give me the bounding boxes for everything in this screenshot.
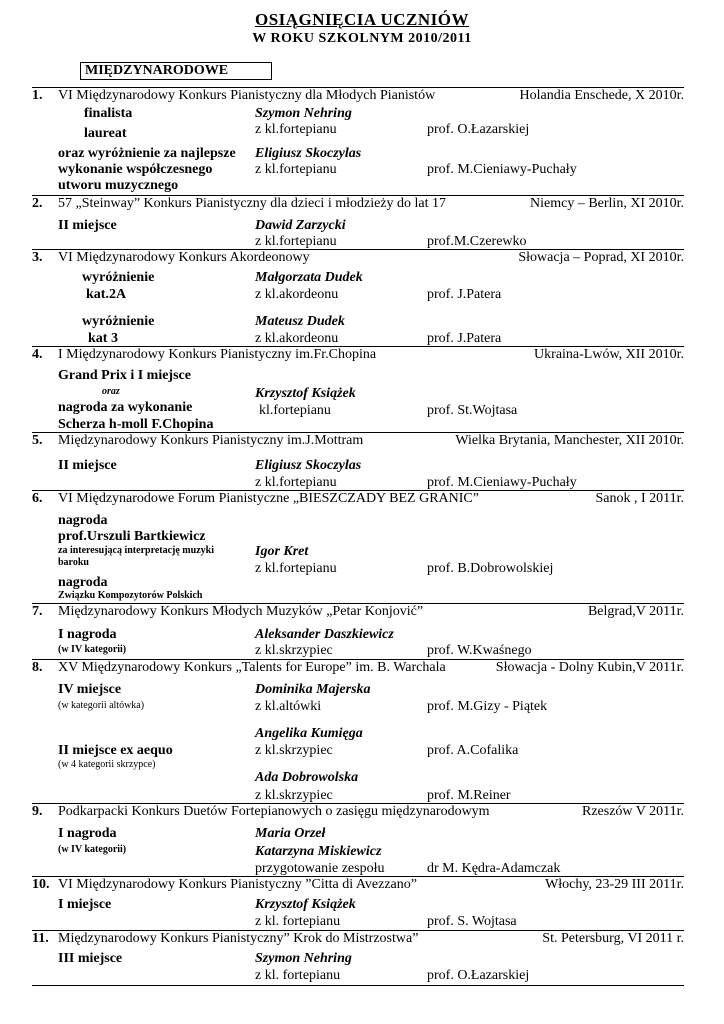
award-text: za interesującą interpretację muzyki (58, 545, 214, 556)
class-text: kl.fortepianu (259, 403, 331, 418)
competition-location: Sanok , I 2011r. (595, 491, 684, 506)
award-text: prof.Urszuli Bartkiewicz (58, 529, 206, 544)
student-name: Eligiusz Skoczylas (255, 458, 362, 473)
teacher-name: prof.M.Czerewko (427, 234, 527, 249)
award-text: kat 3 (88, 331, 118, 346)
competition-location: Niemcy – Berlin, XI 2010r. (530, 196, 684, 211)
competition-location: Holandia Enschede, X 2010r. (519, 88, 684, 103)
class-text: z kl.fortepianu (255, 234, 337, 249)
entry-number: 2. (32, 196, 43, 211)
competition-title: XV Międzynarodowy Konkurs „Talents for Europe” im. B. Warchala (58, 660, 446, 675)
award-text: nagroda za wykonanie (58, 400, 193, 415)
entry-number: 6. (32, 491, 43, 506)
class-text: z kl.fortepianu (255, 162, 337, 177)
entry-number: 5. (32, 433, 43, 448)
teacher-name: prof. St.Wojtasa (427, 403, 518, 418)
student-name: Dawid Zarzycki (255, 218, 346, 233)
award-text: utworu muzycznego (58, 178, 179, 193)
competition-title: VI Międzynarodowe Forum Pianistyczne „BIESZCZADY BEZ GRANIC” (58, 491, 479, 506)
competition-title: VI Międzynarodowy Konkurs Akordeonowy (58, 250, 310, 265)
award-text: II miejsce (58, 218, 117, 233)
entry-number: 10. (32, 877, 50, 892)
award-text: II miejsce ex aequo (58, 743, 173, 758)
student-name: Krzysztof Książek (255, 386, 356, 401)
teacher-name: prof. S. Wojtasa (427, 914, 517, 929)
competition-location: Belgrad,V 2011r. (587, 604, 684, 619)
student-name: Igor Kret (255, 544, 309, 559)
student-name: Małgorzata Dudek (255, 270, 363, 285)
entry-number: 3. (32, 250, 43, 265)
entry-number: 9. (32, 804, 43, 819)
page-title: OSIĄGNIĘCIA UCZNIÓW (254, 10, 469, 29)
award-text: I nagroda (58, 627, 117, 642)
student-name: Krzysztof Książek (255, 897, 356, 912)
class-text: z kl. fortepianu (255, 968, 341, 983)
entry-number: 11. (32, 931, 49, 946)
competition-location: Rzeszów V 2011r. (581, 804, 684, 819)
award-text: nagroda (58, 575, 108, 590)
entry-number: 7. (32, 604, 43, 619)
teacher-name: prof. A.Cofalika (427, 743, 519, 758)
teacher-name: prof. O.Łazarskiej (427, 968, 530, 983)
teacher-name: prof. M.Cieniawy-Puchały (427, 475, 577, 490)
competition-title: Międzynarodowy Konkurs Młodych Muzyków „Petar Konjović” (58, 604, 424, 619)
teacher-name: prof. M.Cieniawy-Puchały (427, 162, 577, 177)
student-name: Eligiusz Skoczylas (255, 146, 362, 161)
teacher-name: prof. J.Patera (427, 287, 502, 302)
competition-title: I Międzynarodowy Konkurs Pianistyczny im.Fr.Chopina (58, 347, 377, 362)
award-text: IV miejsce (58, 682, 122, 697)
entry-number: 8. (32, 660, 43, 675)
entry-divider (32, 985, 684, 986)
award-text: finalista (84, 106, 133, 121)
entry-number: 4. (32, 347, 43, 362)
competition-title: Międzynarodowy Konkurs Pianistyczny im.J.Mottram (58, 433, 364, 448)
award-text: III miejsce (58, 951, 123, 966)
class-text: z kl.akordeonu (255, 331, 339, 346)
competition-location: Ukraina-Lwów, XII 2010r. (534, 347, 684, 362)
award-text: kat.2A (86, 287, 127, 302)
class-text: z kl.skrzypiec (255, 788, 333, 803)
entry-number: 1. (32, 88, 43, 103)
competition-title: Międzynarodowy Konkurs Pianistyczny” Krok do Mistrzostwa” (58, 931, 419, 946)
competition-location: Słowacja – Poprad, XI 2010r. (518, 250, 684, 265)
competition-location: Wielka Brytania, Manchester, XII 2010r. (455, 433, 684, 448)
page-subtitle: W ROKU SZKOLNYM 2010/2011 (252, 31, 472, 46)
student-name: Aleksander Daszkiewicz (255, 627, 394, 642)
teacher-name: dr M. Kędra-Adamczak (427, 861, 561, 876)
award-text: laureat (84, 126, 127, 141)
class-text: przygotowanie zespołu (255, 861, 385, 876)
award-text: Scherza h-moll F.Chopina (58, 417, 214, 432)
class-text: z kl.fortepianu (255, 475, 337, 490)
student-name: Szymon Nehring (255, 106, 352, 121)
student-name: Katarzyna Miskiewicz (255, 844, 382, 859)
competition-location: Włochy, 23-29 III 2011r. (545, 877, 684, 892)
award-text: baroku (58, 557, 89, 568)
teacher-name: prof. M.Gizy - Piątek (427, 699, 548, 714)
competition-title: 57 „Steinway” Konkurs Pianistyczny dla dzieci i młodzieży do lat 17 (58, 196, 447, 211)
competition-location: St. Petersburg, VI 2011 r. (542, 931, 684, 946)
competition-title: Podkarpacki Konkurs Duetów Fortepianowych o zasięgu międzynarodowym (58, 804, 490, 819)
teacher-name: prof. B.Dobrowolskiej (427, 561, 554, 576)
class-text: z kl.fortepianu (255, 561, 337, 576)
award-text: oraz wyróżnienie za najlepsze (58, 146, 236, 161)
student-name: Dominika Majerska (255, 682, 371, 697)
student-name: Szymon Nehring (255, 951, 352, 966)
student-name: Maria Orzeł (255, 826, 326, 841)
class-text: z kl.fortepianu (255, 122, 337, 137)
award-text: oraz (102, 386, 120, 397)
award-text: wyróżnienie (82, 270, 155, 285)
section-heading: MIĘDZYNARODOWE (80, 62, 272, 80)
award-text: wyróżnienie (82, 314, 155, 329)
competition-location: Słowacja - Dolny Kubin,V 2011r. (495, 660, 684, 675)
class-text: z kl.skrzypiec (255, 743, 333, 758)
class-text: z kl.altówki (255, 699, 322, 714)
award-text: nagroda (58, 513, 108, 528)
award-text: I nagroda (58, 826, 117, 841)
teacher-name: prof. O.Łazarskiej (427, 122, 530, 137)
class-text: z kl.akordeonu (255, 287, 339, 302)
award-text: (w IV kategorii) (58, 844, 127, 855)
competition-title: VI Międzynarodowy Konkurs Pianistyczny ”Citta di Avezzano” (58, 877, 417, 892)
award-text: Grand Prix i I miejsce (58, 368, 191, 383)
student-name: Ada Dobrowolska (255, 770, 359, 785)
class-text: z kl. fortepianu (255, 914, 341, 929)
award-text: Związku Kompozytorów Polskich (58, 590, 203, 601)
teacher-name: prof. J.Patera (427, 331, 502, 346)
award-text: (w IV kategorii) (58, 644, 127, 655)
competition-title: VI Międzynarodowy Konkurs Pianistyczny dla Młodych Pianistów (58, 88, 436, 103)
class-text: z kl.skrzypiec (255, 643, 333, 658)
award-text: I miejsce (58, 897, 112, 912)
award-text: II miejsce (58, 458, 117, 473)
award-text: (w kategorii altówka) (58, 700, 145, 711)
teacher-name: prof. M.Reiner (427, 788, 511, 803)
student-name: Mateusz Dudek (255, 314, 345, 329)
student-name: Angelika Kumięga (255, 726, 363, 741)
award-text: (w 4 kategorii skrzypce) (58, 759, 156, 770)
award-text: wykonanie współczesnego (58, 162, 213, 177)
teacher-name: prof. W.Kwaśnego (427, 643, 532, 658)
